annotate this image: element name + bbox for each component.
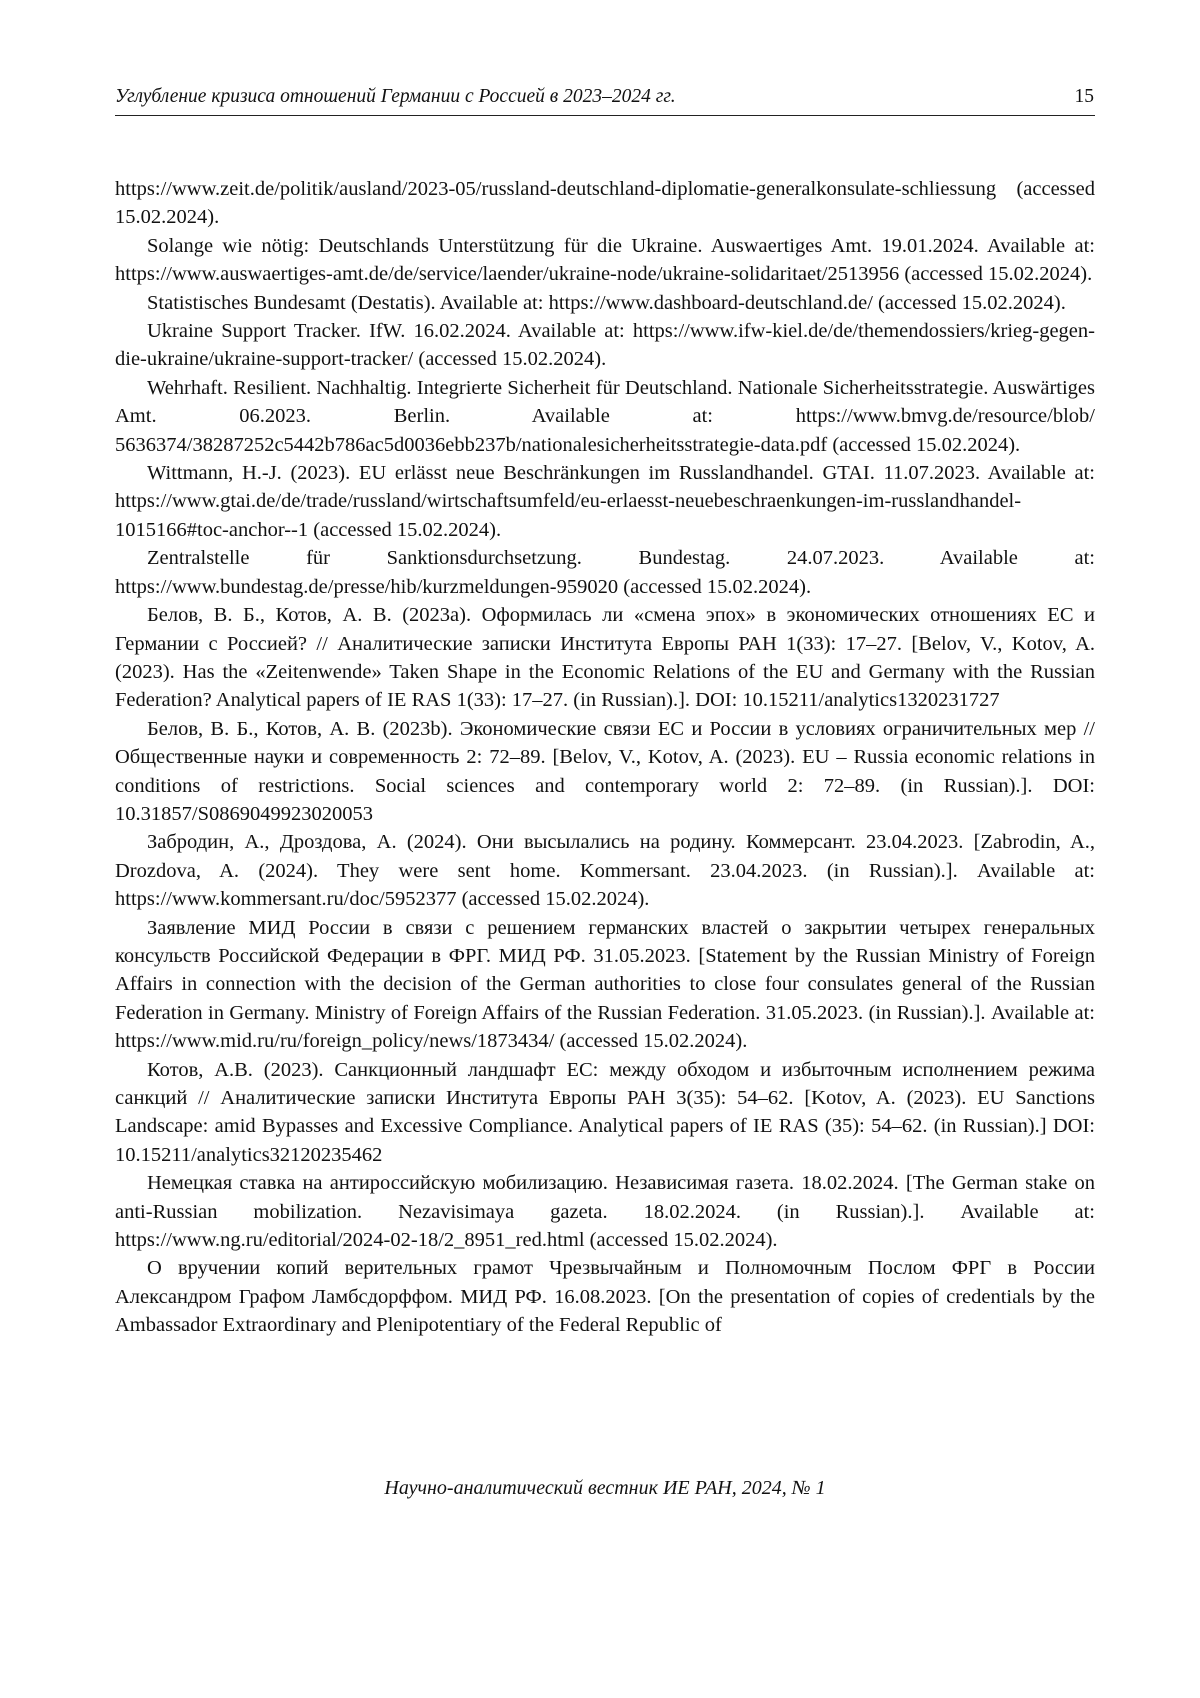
journal-footer: Научно-аналитический вестник ИЕ РАН, 2024, № 1: [384, 1477, 826, 1499]
reference-entry: Ukraine Support Tracker. IfW. 16.02.2024. Available at: https://www.ifw-kiel.de/de/themendossiers/krieg-gegen-die-ukraine/ukraine-support-tracker/ (accessed 15.02.2024).: [115, 320, 1095, 371]
reference-entry: Zentralstelle für Sanktionsdurchsetzung. Bundestag. 24.07.2023. Available at: https://www.bundestag.de/presse/hib/kurzmeldungen-959020 (accessed 15.02.2024).: [115, 547, 1095, 598]
reference-entry: Котов, А.В. (2023). Санкционный ландшафт ЕС: между обходом и избыточным исполнением режима санкций // Аналитические записки Института Европы РАН 3(35): 54–62. [Kotov, A. (2023). EU Sanctions Landscape: amid Bypasses and Excessive Compliance. Analytical papers of IE RAS (35): 54–62. (in Russian).] DOI: 10.15211/analytics32120235462: [115, 1058, 1095, 1166]
running-header: [115, 84, 1095, 116]
page-number: 15: [1074, 86, 1094, 107]
reference-entry: Забродин, А., Дроздова, А. (2024). Они высылались на родину. Коммерсант. 23.04.2023. [Zabrodin, A., Drozdova, A. (2024). They were sent home. Kommersant. 23.04.2023. (in Russian).]. Available at: https://www.kommersant.ru/doc/5952377 (accessed 15.02.2024).: [115, 831, 1095, 911]
references-list: [115, 175, 1095, 1340]
reference-entry: О вручении копий верительных грамот Чрезвычайным и Полномочным Послом ФРГ в России Александром Графом Ламбсдорффом. МИД РФ. 16.08.2023. [On the presentation of copies of credentials by the Ambassador Extraordinary and Plenipotentiary of the Federal Republic of: [115, 1257, 1095, 1337]
reference-entry: Statistisches Bundesamt (Destatis). Available at: https://www.dashboard-deutschland.de/ (accessed 15.02.2024).: [147, 291, 1066, 314]
reference-entry: Wittmann, H.-J. (2023). EU erlässt neue Beschränkungen im Russlandhandel. GTAI. 11.07.2023. Available at: https://www.gtai.de/de/trade/russland/wirtschaftsumfeld/eu-erlaesst-neuebeschraenkungen-im-russlandhandel-1015166#toc-anchor--1 (accessed 15.02.2024).: [115, 462, 1095, 541]
reference-entry: https://www.zeit.de/politik/ausland/2023-05/russland-deutschland-diplomatie-generalkonsulate-schliessung (accessed 15.02.2024).: [115, 178, 1095, 229]
reference-entry: Немецкая ставка на антироссийскую мобилизацию. Независимая газета. 18.02.2024. [The German stake on anti-Russian mobilization. Nezavisimaya gazeta. 18.02.2024. (in Russian).]. Available at: https://www.ng.ru/editorial/2024-02-18/2_8951_red.html (accessed 15.02.2024).: [115, 1172, 1095, 1252]
reference-entry: Заявление МИД России в связи с решением германских властей о закрытии четырех генеральных консульств Российской Федерации в ФРГ. МИД РФ. 31.05.2023. [Statement by the Russian Ministry of Foreign Affairs in connection with the decision of the German authorities to close four consulates general of the Russian Federation in Germany. Ministry of Foreign Affairs of the Russian Federation. 31.05.2023. (in Russian).]. Available at: https://www.mid.ru/ru/foreign_policy/news/1873434/ (accessed 15.02.2024).: [115, 916, 1095, 1053]
reference-entry: Solange wie nötig: Deutschlands Unterstützung für die Ukraine. Auswaertiges Amt. 19.01.2024. Available at: https://www.auswaertiges-amt.de/de/service/laender/ukraine-node/ukraine-solidaritaet/2513956 (accessed 15.02.2024).: [115, 234, 1095, 286]
reference-entry: Wehrhaft. Resilient. Nachhaltig. Integrierte Sicherheit für Deutschland. Nationale Sicherheitsstrategie. Auswärtiges Amt. 06.2023. Berlin. Available at: https://www.bmvg.de/resource/blob/ 5636374/38287252c5442b786ac5d0036ebb237b/nationalesicherheitsstrategie-data.pdf (accessed 15.02.2024).: [115, 376, 1095, 456]
reference-entry: Белов, В. Б., Котов, А. В. (2023a). Оформилась ли «смена эпох» в экономических отношениях ЕС и Германии с Россией? // Аналитические записки Института Европы РАН 1(33): 17–27. [Belov, V., Kotov, A. (2023). Has the «Zeitenwende» Taken Shape in the Economic Relations of the EU and Germany with the Russian Federation? Analytical papers of IE RAS 1(33): 17–27. (in Russian).]. DOI: 10.15211/analytics1320231727: [115, 604, 1095, 712]
reference-entry: Белов, В. Б., Котов, А. В. (2023b). Экономические связи ЕС и России в условиях ограничительных мер // Общественные науки и современность 2: 72–89. [Belov, V., Kotov, A. (2023). EU – Russia economic relations in conditions of restrictions. Social sciences and contemporary world 2: 72–89. (in Russian).]. DOI: 10.31857/S0869049923020053: [115, 717, 1095, 825]
running-title: Углубление кризиса отношений Германии с Россией в 2023–2024 гг.: [115, 86, 676, 107]
